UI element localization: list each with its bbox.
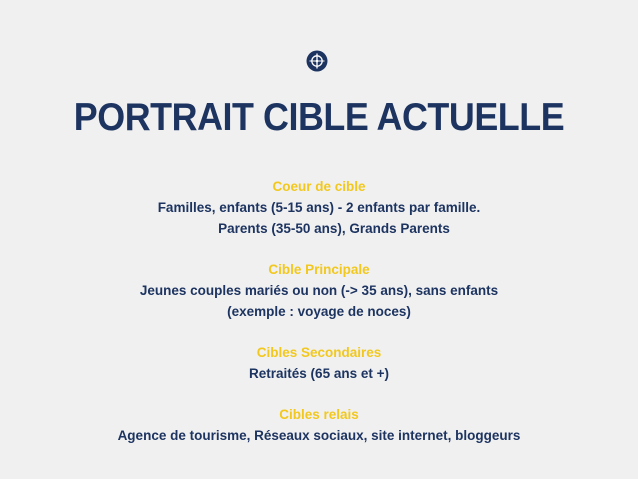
page-title: PORTRAIT CIBLE ACTUELLE bbox=[73, 96, 565, 139]
compass-circle-icon bbox=[306, 50, 328, 72]
targets-content bbox=[0, 176, 638, 466]
section-cible-principale bbox=[0, 259, 638, 322]
section-heading: Cibles relais bbox=[279, 407, 359, 422]
section-heading: Cibles Secondaires bbox=[256, 345, 382, 360]
section-coeur-de-cible bbox=[0, 176, 638, 239]
section-line: Jeunes couples mariés ou non (-> 35 ans), sans enfants bbox=[139, 283, 499, 298]
section-heading: Cible Principale bbox=[268, 262, 370, 277]
section-line: Agence de tourisme, Réseaux sociaux, site internet, bloggeurs bbox=[117, 428, 521, 443]
section-cibles-secondaires bbox=[0, 342, 638, 384]
section-cibles-relais bbox=[0, 404, 638, 446]
section-line: (exemple : voyage de noces) bbox=[227, 304, 411, 319]
section-heading: Coeur de cible bbox=[272, 179, 366, 194]
section-line: Retraités (65 ans et +) bbox=[249, 366, 389, 381]
section-line: Parents (35-50 ans), Grands Parents bbox=[218, 221, 450, 236]
section-line: Familles, enfants (5-15 ans) - 2 enfants par famille. bbox=[157, 200, 481, 215]
